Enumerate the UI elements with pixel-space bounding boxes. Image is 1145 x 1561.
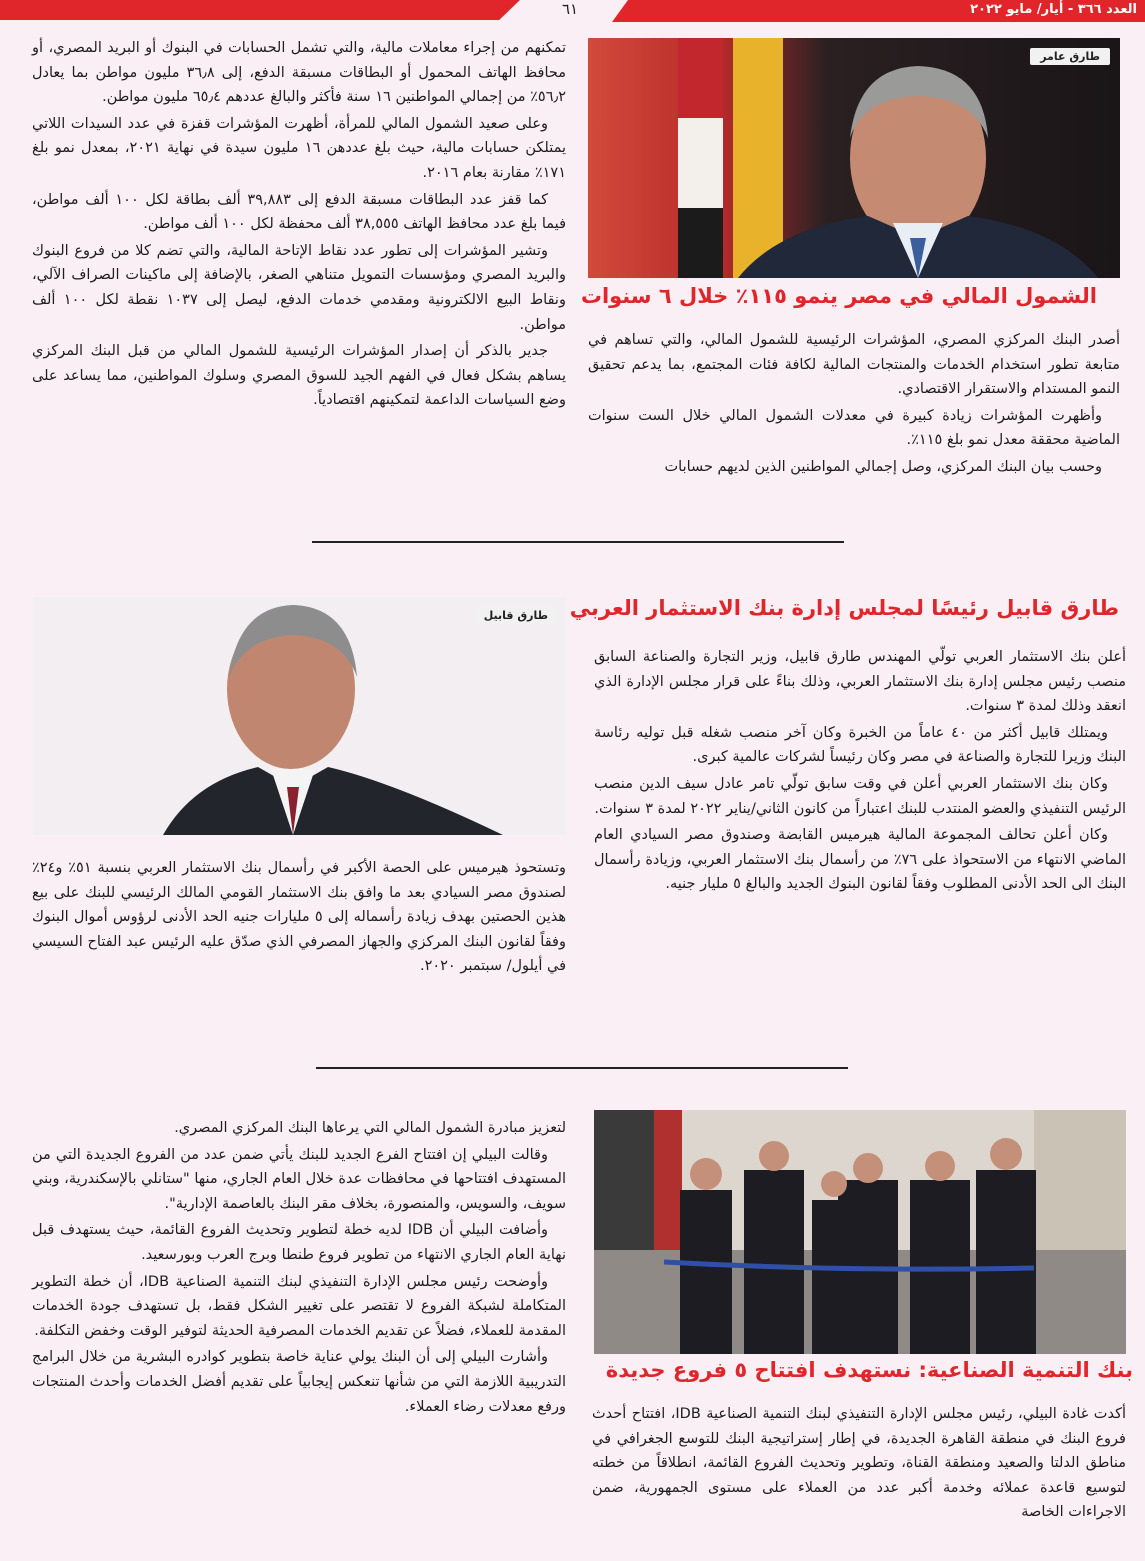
photo-branch-opening bbox=[594, 1110, 1126, 1354]
photo-caption: طارق عامر bbox=[1030, 48, 1110, 65]
photo-tarek-amer bbox=[588, 38, 1120, 278]
paragraph: وكان أعلن تحالف المجموعة المالية هيرميس القابضة وصندوق مصر السيادي العام الماضي الانتهاء من الاستحواذ على ٧٦٪ من رأسمال بنك الاستثمار العربي، وزيادة رأسمال البنك الى الحد الأدنى المطلوب وفقاً لقانون البنوك الجديد والبالغ ٥ مليار جنيه. bbox=[594, 827, 1127, 893]
paragraph: وحسب بيان البنك المركزي، وصل إجمالي المواطنين الذين لديهم حسابات bbox=[664, 458, 1102, 475]
page-number: ٦١ bbox=[561, 0, 579, 18]
article2-headline: طارق قابيل رئيسًا لمجلس إدارة بنك الاستثمار العربي bbox=[569, 596, 1119, 620]
photo-tarek-kabil bbox=[33, 597, 566, 835]
article2-left-column bbox=[32, 856, 566, 981]
paragraph: وأظهرت المؤشرات زيادة كبيرة في معدلات الشمول المالي خلال الست سنوات الماضية محققة معدل نمو بلغ ١١٥٪. bbox=[588, 407, 1120, 449]
paragraph: ويمتلك قابيل أكثر من ٤٠ عاماً من الخبرة وكان آخر منصب شغله قبل توليه رئاسة البنك وزيرا للتجارة والصناعة في مصر وكان رئيساً لشركات عالمية كبرى. bbox=[594, 724, 1126, 766]
article1-left-column bbox=[32, 36, 566, 415]
paragraph: وأضافت البيلي أن IDB لديه خطة لتطوير وتحديث الفروع القائمة، حيث يستهدف قبل نهاية العام الجاري الانتهاء من تطوير فروع طنطا وبرج العرب وبورسعيد. bbox=[32, 1222, 566, 1263]
article1-right-column bbox=[588, 328, 1120, 482]
article2-right-column bbox=[594, 645, 1126, 899]
article1-headline: الشمول المالي في مصر ينمو ١١٥٪ خلال ٦ سنوات bbox=[580, 284, 1097, 308]
paragraph: وتشير المؤشرات إلى تطور عدد نقاط الإتاحة المالية، والتي تضم كلا من فروع البنوك والبريد المصري ومؤسسات التمويل متناهي الصغر، بالإضافة إلى ماكينات الصراف الآلي، ونقاط البيع الالكترونية ومقدمي خدمات الدفع، ليصل إلى ١٠٣٧ نقطة لكل ١٠٠ ألف مواطن. bbox=[32, 242, 566, 333]
paragraph: تمكنهم من إجراء معاملات مالية، والتي تشمل الحسابات في البنوك أو البريد المصري، أو محافظ الهاتف المحمول أو البطاقات مسبقة الدفع، إلى ٣٦٫٨ مليون مواطن بما يعادل ٥٦٫٢٪ من إجمالي المواطنين ١٦ سنة فأكثر والبالغ عددهم ٦٥٫٤ مليون مواطن. bbox=[32, 40, 566, 106]
section-divider bbox=[316, 1067, 848, 1069]
issue-label: العدد ٣٦٦ - أيار/ مايو ٢٠٢٢ bbox=[970, 2, 1137, 17]
paragraph: لتعزيز مبادرة الشمول المالي التي يرعاها البنك المركزي المصري. bbox=[174, 1120, 566, 1136]
paragraph: وتستحوذ هيرميس على الحصة الأكبر في رأسمال بنك الاستثمار العربي بنسبة ٥١٪ و٢٤٪ لصندوق مصر السيادي بعد ما وافق بنك الاستثمار القومي المالك الرئيسي للبنك على بيع هذين الحصتين بهدف زيادة رأسماله إلى ٥ مليارات جنيه الحد الأدنى لرؤوس أموال البنوك وفقاً لقانون البنك المركزي والجهاز المصرفي الذي صدّق عليه الرئيس عبد الفتاح السيسي في أيلول/ سبتمبر ٢٠٢٠. bbox=[32, 860, 567, 975]
paragraph: وكان بنك الاستثمار العربي أعلن في وقت سابق تولّي تامر عادل سيف الدين منصب الرئيس التنفيذي والعضو المنتدب للبنك اعتباراً من كانون الثاني/يناير ٢٠٢٢ لمدة ٣ سنوات. bbox=[594, 775, 1126, 817]
article3-headline: بنك التنمية الصناعية: نستهدف افتتاح ٥ فروع جديدة bbox=[605, 1358, 1133, 1382]
paragraph: كما قفز عدد البطاقات مسبقة الدفع إلى ٣٩,٨٨٣ ألف بطاقة لكل ١٠٠ ألف مواطن، فيما بلغ عدد محافظ الهاتف ٣٨,٥٥٥ ألف محفظة لكل ١٠٠ ألف مواطن. bbox=[32, 191, 566, 233]
paragraph: أعلن بنك الاستثمار العربي تولّي المهندس طارق قابيل، وزير التجارة والصناعة السابق منصب رئيس مجلس إدارة بنك الاستثمار العربي، وذلك بناءً على قرار مجلس الإدارة الذي انعقد وذلك لمدة ٣ سنوات. bbox=[594, 649, 1126, 715]
paragraph: جدير بالذكر أن إصدار المؤشرات الرئيسية للشمول المالي من قبل البنك المركزي يساهم بشكل فعال في الفهم الجيد للسوق المصري وسلوك المواطنين، مما يساعد على وضع السياسات الداعمة لتمكينهم اقتصادياً. bbox=[32, 343, 566, 409]
paragraph: وأوضحت رئيس مجلس الإدارة التنفيذي لبنك التنمية الصناعية IDB، أن خطة التطوير المتكاملة لشبكة الفروع لا تقتصر على تغيير الشكل فقط، بل تستهدف جودة الخدمات المقدمة للعملاء، فضلاً عن تقديم الخدمات المصرفية الحديثة لتوفير الوقت وخفض التكلفة. bbox=[32, 1273, 566, 1339]
paragraph: أكدت غادة البيلي، رئيس مجلس الإدارة التنفيذي لبنك التنمية الصناعية IDB، افتتاح أحدث فروع البنك في منطقة القاهرة الجديدة، في إطار إستراتيجية البنك للتوسع الجغرافي في مناطق الدلتا والصعيد ومنطقة القناة، وتطوير وتحديث الفروع القائمة، انطلاقاً من خطته لتوسيع قاعدة عملائه وخدمة أكبر عدد من العملاء على مستوى الجمهورية، ضمن الاجراءات الخاصة bbox=[592, 1406, 1126, 1521]
article3-right-column bbox=[592, 1402, 1126, 1527]
section-divider bbox=[312, 541, 844, 543]
paragraph: أصدر البنك المركزي المصري، المؤشرات الرئيسية للشمول المالي، والتي تساهم في متابعة تطور استخدام الخدمات والمنتجات المالية لكافة فئات المجتمع، بما يدعم تحقيق النمو المستدام والاستقرار الاقتصادي. bbox=[588, 332, 1120, 398]
header-band-left bbox=[0, 0, 520, 20]
photo-caption: طارق قابيل bbox=[474, 607, 558, 624]
paragraph: وقالت البيلي إن افتتاح الفرع الجديد للبنك يأتي ضمن عدد من الفروع الجديدة التي من المستهدف افتتاحها في محافظات عدة خلال العام الجاري، منها "ستانلي بالإسكندرية، وبني سويف، والسويس، والمنصورة، بخلاف مقر البنك بالعاصمة الإدارية". bbox=[32, 1146, 566, 1212]
paragraph: وأشارت البيلي إلى أن البنك يولي عناية خاصة بتطوير كوادره البشرية من خلال البرامج التدريبية اللازمة التي من شأنها تنعكس إيجابياً على تقديم أفضل الخدمات وأحدث المنتجات ورفع معدلات رضاء العملاء. bbox=[32, 1349, 566, 1415]
article3-left-column bbox=[32, 1116, 566, 1421]
paragraph: وعلى صعيد الشمول المالي للمرأة، أظهرت المؤشرات قفزة في عدد السيدات اللاتي يمتلكن حسابات مالية، حيث بلغ عددهن ١٦ مليون سيدة في نهاية ٢٠٢١، بمعدل نمو بلغ ١٧١٪ مقارنة بعام ٢٠١٦. bbox=[32, 115, 567, 181]
